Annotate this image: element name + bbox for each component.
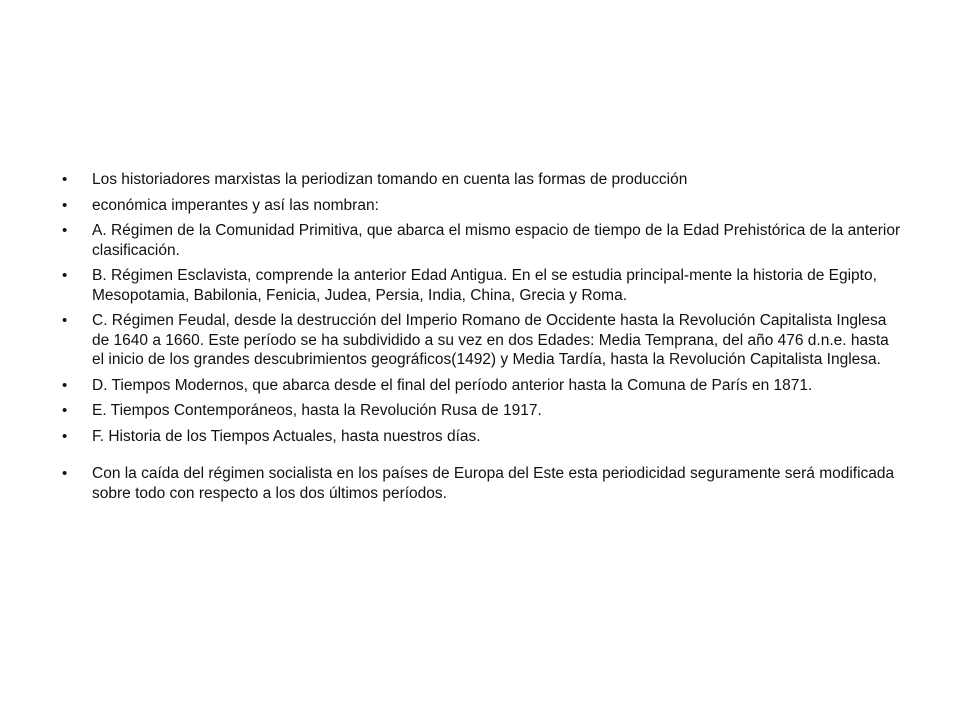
bullet-list bbox=[62, 170, 902, 509]
bullet-text: económica imperantes y así las nombran: bbox=[92, 196, 379, 214]
bullet-item bbox=[62, 401, 902, 421]
bullet-text: Con la caída del régimen socialista en los países de Europa del Este esta periodicidad seguramente será modificada sobre todo con respecto a los dos últimos períodos. bbox=[92, 465, 895, 502]
bullet-text: F. Historia de los Tiempos Actuales, hasta nuestros días. bbox=[92, 427, 481, 445]
bullet-item bbox=[62, 311, 902, 370]
bullet-item bbox=[62, 376, 902, 396]
bullet-item bbox=[62, 196, 902, 216]
bullet-icon: • bbox=[62, 222, 68, 239]
bullet-item bbox=[62, 221, 902, 260]
bullet-icon: • bbox=[62, 267, 68, 284]
bullet-icon: • bbox=[62, 427, 68, 445]
bullet-item bbox=[62, 464, 902, 503]
bullet-text: Los historiadores marxistas la periodizan tomando en cuenta las formas de producción bbox=[92, 171, 688, 188]
bullet-text: C. Régimen Feudal, desde la destrucción del Imperio Romano de Occidente hasta la Revolución Capitalista Inglesa de 1640 a 1660. Este período se ha subdividido a su vez en dos Edades: Media Temprana, del año 476 d.n.e. hasta el inicio de los grandes descubrimientos geográficos(1492) y Media Tardía, hasta la Revolución Capitalista Inglesa. bbox=[92, 312, 889, 368]
bullet-icon: • bbox=[62, 196, 68, 214]
bullet-item bbox=[62, 170, 902, 190]
bullet-icon: • bbox=[62, 171, 68, 188]
bullet-item bbox=[62, 266, 902, 305]
bullet-text: A. Régimen de la Comunidad Primitiva, que abarca el mismo espacio de tiempo de la Edad Prehistórica de la anterior clasificación. bbox=[92, 222, 901, 259]
bullet-icon: • bbox=[62, 312, 68, 329]
bullet-icon: • bbox=[62, 376, 68, 394]
bullet-icon: • bbox=[62, 465, 68, 482]
bullet-icon: • bbox=[62, 402, 68, 419]
bullet-text: D. Tiempos Modernos, que abarca desde el final del período anterior hasta la Comuna de París en 1871. bbox=[92, 376, 813, 394]
bullet-text: E. Tiempos Contemporáneos, hasta la Revolución Rusa de 1917. bbox=[92, 402, 542, 419]
bullet-item bbox=[62, 427, 902, 447]
bullet-text: B. Régimen Esclavista, comprende la anterior Edad Antigua. En el se estudia principal-mente la historia de Egipto, Mesopotamia, Babilonia, Fenicia, Judea, Persia, India, China, Grecia y Roma. bbox=[92, 267, 877, 304]
